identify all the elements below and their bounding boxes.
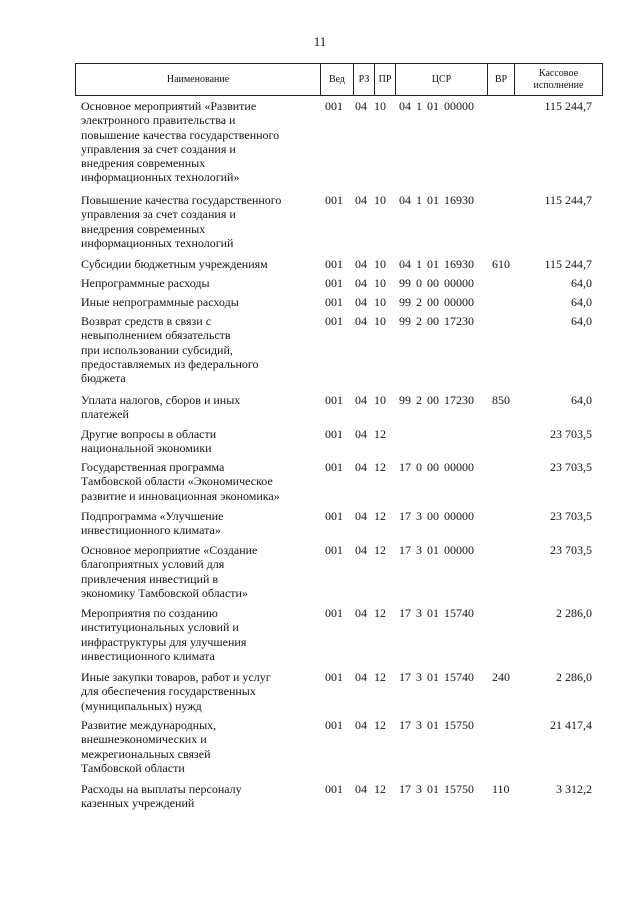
row-rz: 04 (355, 257, 367, 271)
row-pr: 10 (374, 276, 386, 290)
row-name: Основное мероприятий «Развитие электронного правительства и повышение качества государственного управления за счет создания и внедрения современных информационных технологий» (81, 99, 280, 185)
row-amount: 21 417,4 (550, 718, 592, 732)
row-csr: 17 3 01 15740 (399, 606, 474, 620)
row-pr: 12 (374, 718, 386, 732)
row-name: Иные непрограммные расходы (81, 295, 239, 309)
row-ved: 001 (325, 276, 343, 290)
row-amount: 23 703,5 (550, 427, 592, 441)
row-rz: 04 (355, 393, 367, 407)
row-name: Возврат средств в связи с невыполнением обязательств при использовании субсидий, предоставляемых из федерального бюджета (81, 314, 259, 386)
row-pr: 10 (374, 257, 386, 271)
row-rz: 04 (355, 193, 367, 207)
row-vr: 850 (492, 393, 510, 407)
row-pr: 10 (374, 193, 386, 207)
row-pr: 10 (374, 99, 386, 113)
row-amount: 2 286,0 (556, 606, 592, 620)
row-ved: 001 (325, 718, 343, 732)
row-csr: 17 3 00 00000 (399, 509, 474, 523)
row-amount: 23 703,5 (550, 509, 592, 523)
row-ved: 001 (325, 460, 343, 474)
row-rz: 04 (355, 782, 367, 796)
row-csr: 17 0 00 00000 (399, 460, 474, 474)
row-pr: 10 (374, 393, 386, 407)
row-name: Мероприятия по созданию институциональных условий и инфраструктуры для улучшения инвестиционного климата (81, 606, 247, 663)
row-name: Субсидии бюджетным учреждениям (81, 257, 268, 271)
row-name: Расходы на выплаты персоналу казенных учреждений (81, 782, 242, 811)
row-csr: 99 2 00 17230 (399, 393, 474, 407)
row-vr: 110 (492, 782, 510, 796)
row-pr: 12 (374, 427, 386, 441)
row-ved: 001 (325, 543, 343, 557)
row-ved: 001 (325, 427, 343, 441)
row-csr: 04 1 01 16930 (399, 257, 474, 271)
row-amount: 2 286,0 (556, 670, 592, 684)
row-amount: 64,0 (571, 295, 592, 309)
table-header (75, 63, 603, 96)
row-ved: 001 (325, 257, 343, 271)
row-ved: 001 (325, 193, 343, 207)
row-ved: 001 (325, 782, 343, 796)
row-amount: 64,0 (571, 314, 592, 328)
row-pr: 12 (374, 782, 386, 796)
row-csr: 99 0 00 00000 (399, 276, 474, 290)
row-csr: 17 3 01 00000 (399, 543, 474, 557)
row-rz: 04 (355, 314, 367, 328)
row-vr: 240 (492, 670, 510, 684)
header-rz: РЗ (353, 64, 374, 95)
row-amount: 23 703,5 (550, 460, 592, 474)
row-rz: 04 (355, 670, 367, 684)
row-ved: 001 (325, 606, 343, 620)
row-pr: 12 (374, 460, 386, 474)
row-ved: 001 (325, 99, 343, 113)
row-csr: 99 2 00 17230 (399, 314, 474, 328)
row-name: Иные закупки товаров, работ и услуг для обеспечения государственных (муниципальных) нужд (81, 670, 271, 713)
row-pr: 12 (374, 606, 386, 620)
row-ved: 001 (325, 670, 343, 684)
row-amount: 23 703,5 (550, 543, 592, 557)
row-amount: 115 244,7 (544, 193, 592, 207)
row-pr: 10 (374, 314, 386, 328)
header-ved: Вед (320, 64, 353, 95)
row-name: Уплата налогов, сборов и иных платежей (81, 393, 241, 422)
row-amount: 3 312,2 (556, 782, 592, 796)
header-amount: Кассовое исполнение (514, 64, 602, 95)
row-amount: 115 244,7 (544, 99, 592, 113)
row-csr: 99 2 00 00000 (399, 295, 474, 309)
row-amount: 64,0 (571, 276, 592, 290)
row-ved: 001 (325, 509, 343, 523)
row-name: Подпрограмма «Улучшение инвестиционного климата» (81, 509, 224, 538)
row-name: Развитие международных, внешнеэкономических и межрегиональных связей Тамбовской области (81, 718, 217, 775)
row-csr: 17 3 01 15750 (399, 718, 474, 732)
row-rz: 04 (355, 295, 367, 309)
row-name: Основное мероприятие «Создание благоприятных условий для привлечения инвестиций в экономику Тамбовской области» (81, 543, 258, 600)
row-pr: 12 (374, 509, 386, 523)
row-csr: 04 1 01 16930 (399, 193, 474, 207)
row-name: Другие вопросы в области национальной экономики (81, 427, 217, 456)
row-rz: 04 (355, 509, 367, 523)
header-name: Наименование (166, 73, 230, 85)
row-amount: 64,0 (571, 393, 592, 407)
row-amount: 115 244,7 (544, 257, 592, 271)
row-rz: 04 (355, 276, 367, 290)
row-name: Государственная программа Тамбовской области «Экономическое развитие и инновационная экономика» (81, 460, 280, 503)
row-rz: 04 (355, 543, 367, 557)
row-rz: 04 (355, 99, 367, 113)
row-ved: 001 (325, 393, 343, 407)
row-rz: 04 (355, 718, 367, 732)
header-csr: ЦСР (395, 64, 487, 95)
row-pr: 10 (374, 295, 386, 309)
header-vr: ВР (487, 64, 514, 95)
row-name: Непрограммные расходы (81, 276, 210, 290)
row-csr: 04 1 01 00000 (399, 99, 474, 113)
row-name: Повышение качества государственного управления за счет создания и внедрения современных информационных технологий (81, 193, 282, 250)
row-ved: 001 (325, 295, 343, 309)
row-csr: 17 3 01 15750 (399, 782, 474, 796)
header-pr: ПР (374, 64, 395, 95)
row-rz: 04 (355, 606, 367, 620)
row-rz: 04 (355, 427, 367, 441)
row-pr: 12 (374, 543, 386, 557)
row-rz: 04 (355, 460, 367, 474)
row-pr: 12 (374, 670, 386, 684)
row-csr: 17 3 01 15740 (399, 670, 474, 684)
row-ved: 001 (325, 314, 343, 328)
page-number: 11 (313, 34, 327, 49)
row-vr: 610 (492, 257, 510, 271)
